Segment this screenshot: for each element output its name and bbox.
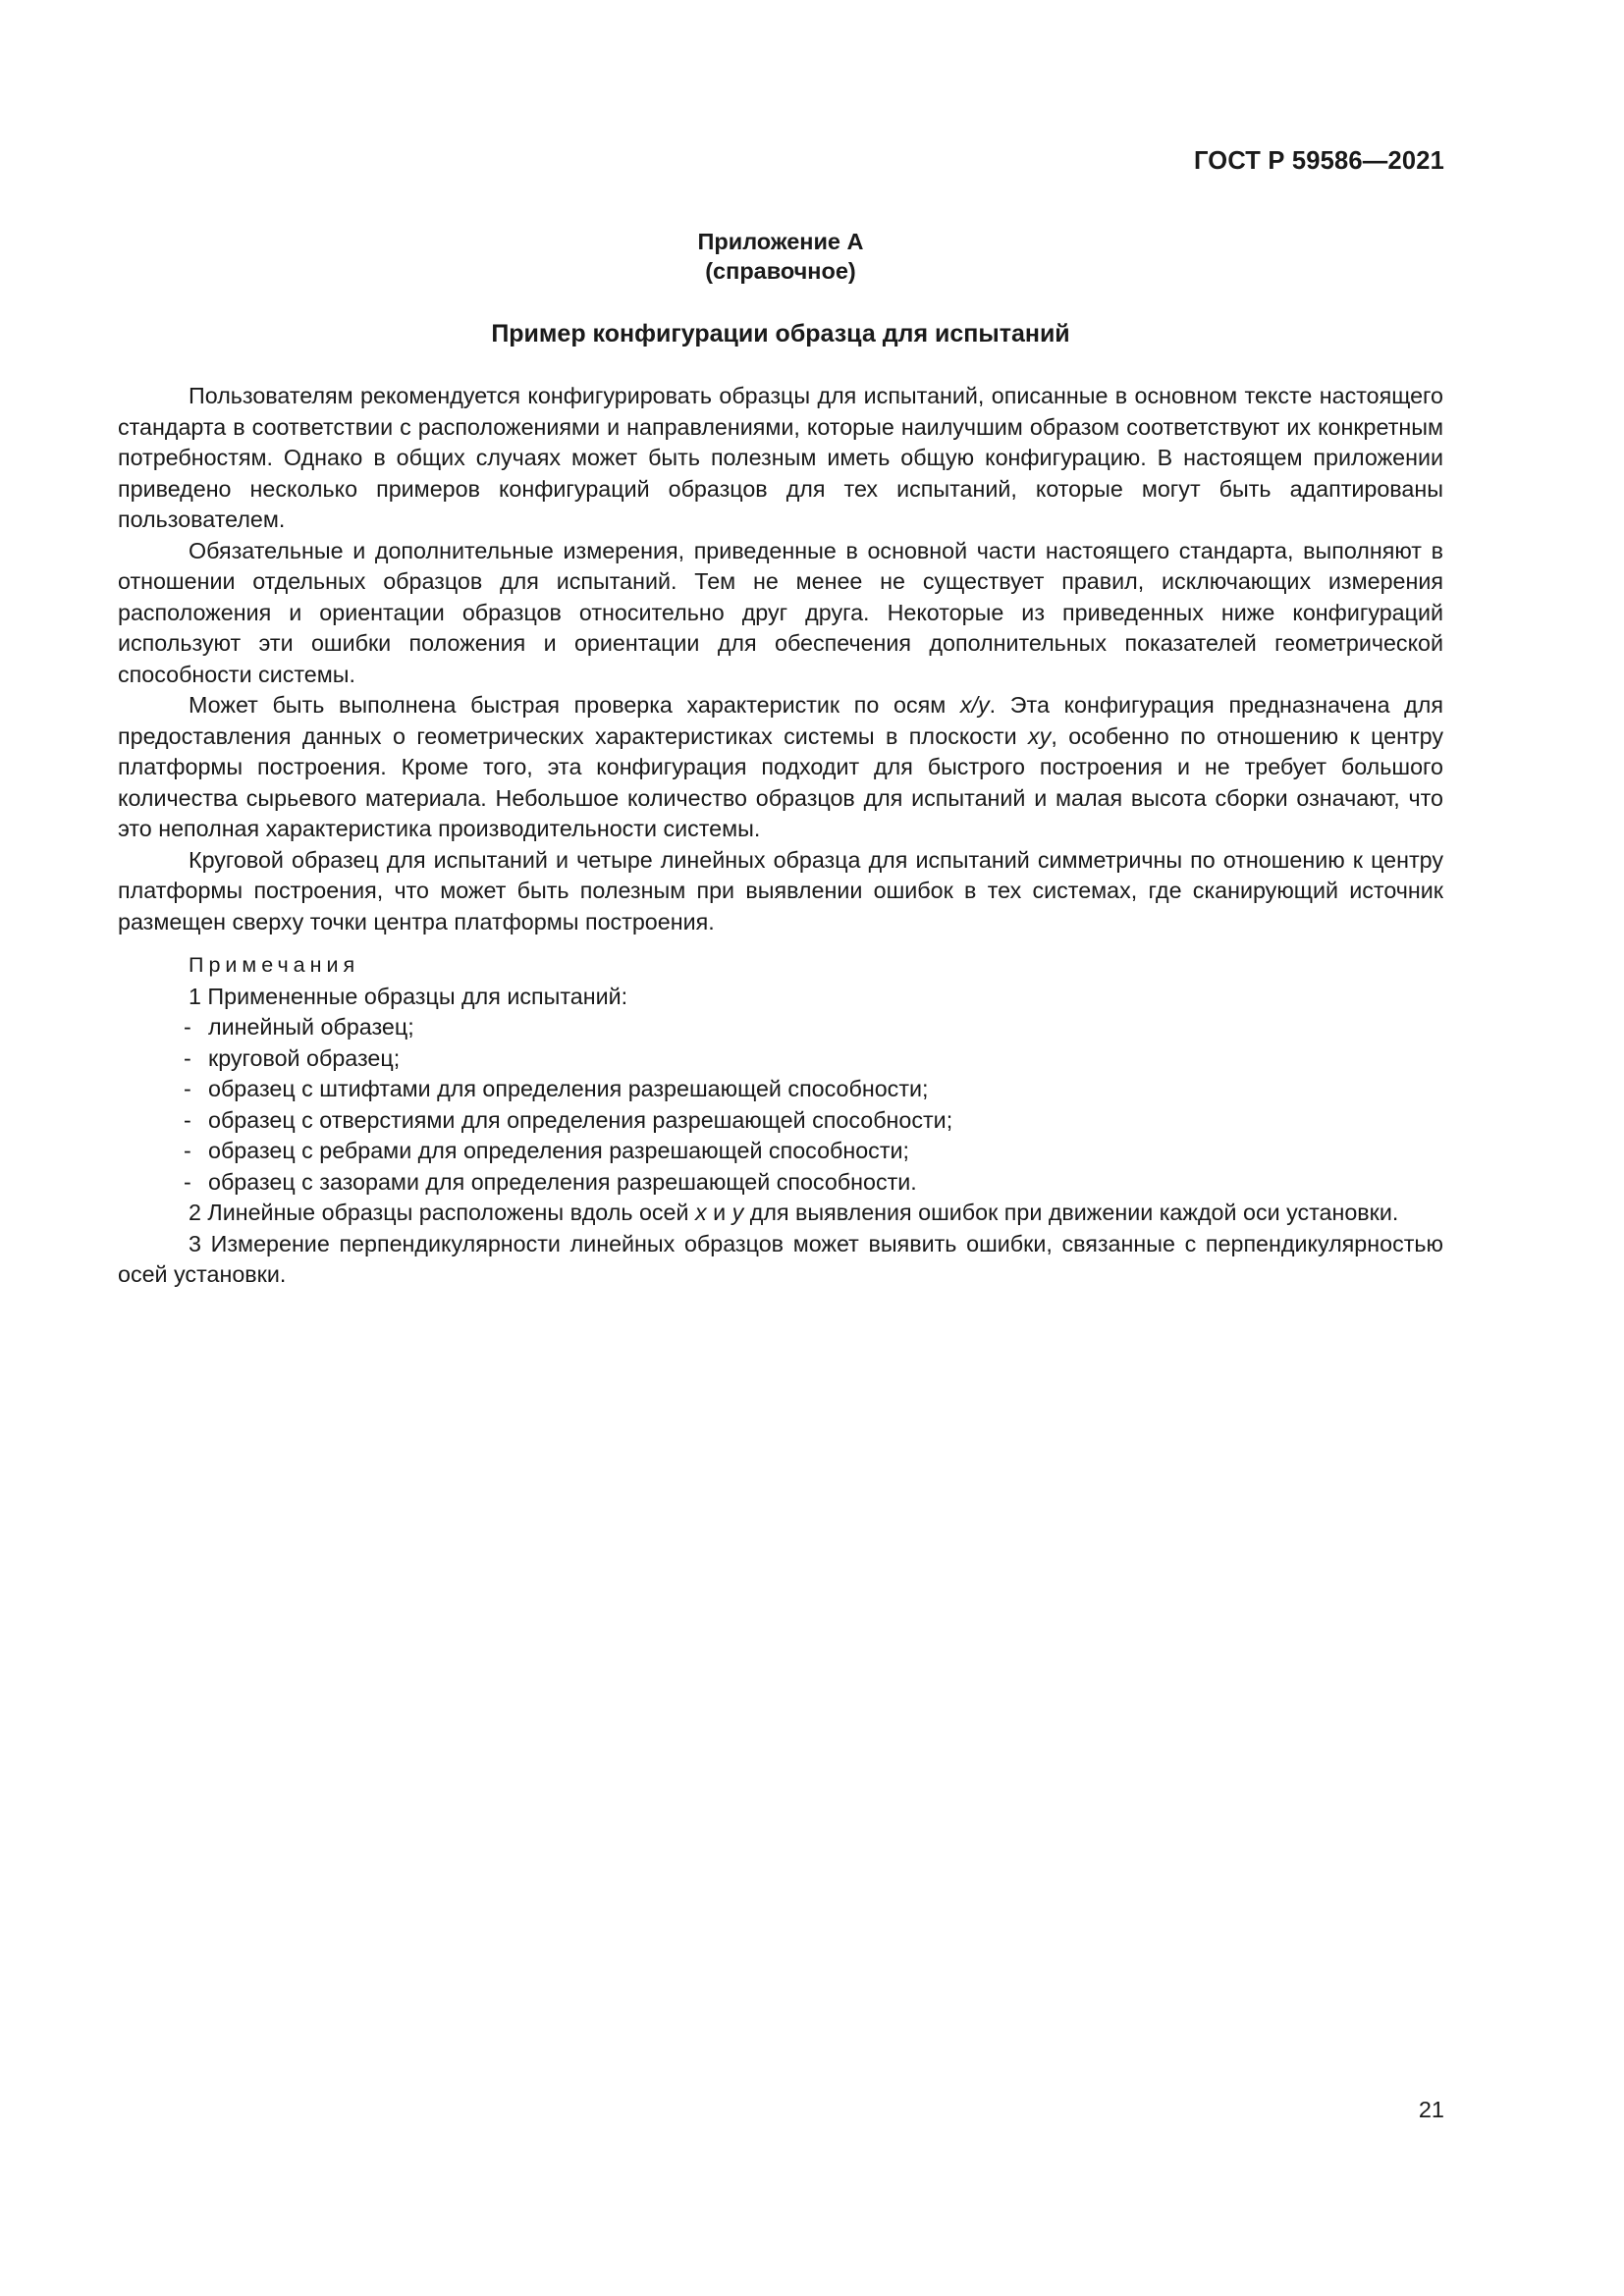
list-dash: -: [184, 1106, 191, 1133]
note-3: 3 Измерение перпендикулярности линейных образцов может выявить ошибки, связанные с перпендикулярностью осей установки.: [118, 1230, 1443, 1287]
list-dash: -: [184, 1168, 191, 1195]
paragraph-3-part-3: , особенно по отношению к центру платформы построения. Кроме того, эта конфигурация подходит для быстрого построения и не требует большого количества сырьевого материала. Небольшое количество образцов для испытаний и малая высота сборки означают, что это неполная характеристика производительности системы.: [118, 722, 1443, 841]
axis-y: y: [731, 1200, 744, 1225]
annex-subtitle: (справочное): [705, 258, 856, 284]
paragraph-3: [118, 690, 1443, 845]
annex-body: [118, 381, 1443, 1291]
axis-x: x: [695, 1200, 707, 1225]
notes-heading: Примечания: [189, 953, 360, 977]
list-item: - круговой образец;: [118, 1043, 1443, 1075]
list-item: - линейный образец;: [118, 1012, 1443, 1043]
note-1-intro: 1 Примененные образцы для испытаний:: [189, 983, 628, 1009]
note-1-list: [118, 1012, 1443, 1198]
axes-xy-slash: x/y: [959, 692, 990, 718]
paragraph-3-part-2: . Эта конфигурация предназначена для предоставления данных о геометрических характеристиках системы в плоскости: [118, 692, 1443, 749]
document-code: ГОСТ Р 59586—2021: [1193, 147, 1444, 175]
paragraph-4: Круговой образец для испытаний и четыре линейных образца для испытаний симметричны по отношению к центру платформы построения, что может быть полезным при выявлении ошибок в тех системах, где сканирующий источник размещен сверху точки центра платформы построения.: [118, 846, 1443, 934]
annex-title: Приложение А: [697, 229, 864, 254]
plane-xy: xy: [1028, 722, 1052, 749]
list-dash: -: [184, 1138, 191, 1163]
paragraph-3-part-1: Может быть выполнена быстрая проверка характеристик по осям: [189, 692, 960, 718]
page-number: 21: [1418, 2097, 1444, 2122]
list-item: - образец с отверстиями для определения разрешающей способности;: [118, 1105, 1443, 1137]
paragraph-2: Обязательные и дополнительные измерения, приведенные в основной части настоящего стандарта, выполняют в отношении отдельных образцов для испытаний. Тем не менее не существует правил, исключающих измерения расположения и ориентации образцов относительно друг друга. Некоторые из приведенных ниже конфигураций используют эти ошибки положения и ориентации для обеспечения дополнительных показателей геометрической способности системы.: [118, 537, 1443, 687]
list-dash: -: [184, 1014, 191, 1040]
paragraph-1: Пользователям рекомендуется конфигурировать образцы для испытаний, описанные в основном тексте настоящего стандарта в соответствии с расположениями и направлениями, которые наилучшим образом соответствуют их конкретным потребностям. Однако в общих случаях может быть полезным иметь общую конфигурацию. В настоящем приложении приведено несколько примеров конфигураций образцов для тех испытаний, которые могут быть адаптированы пользователем.: [118, 383, 1443, 532]
annex-heading: Пример конфигурации образца для испытаний: [491, 320, 1070, 347]
list-dash: -: [184, 1044, 191, 1071]
list-item: - образец с ребрами для определения разрешающей способности;: [118, 1136, 1443, 1167]
list-dash: -: [184, 1076, 191, 1101]
note-2: 2 Линейные образцы расположены вдоль осей x и y для выявления ошибок при движении каждой оси установки.: [189, 1200, 1399, 1225]
list-item: - образец с штифтами для определения разрешающей способности;: [118, 1074, 1443, 1105]
list-item: - образец с зазорами для определения разрешающей способности.: [118, 1167, 1443, 1199]
